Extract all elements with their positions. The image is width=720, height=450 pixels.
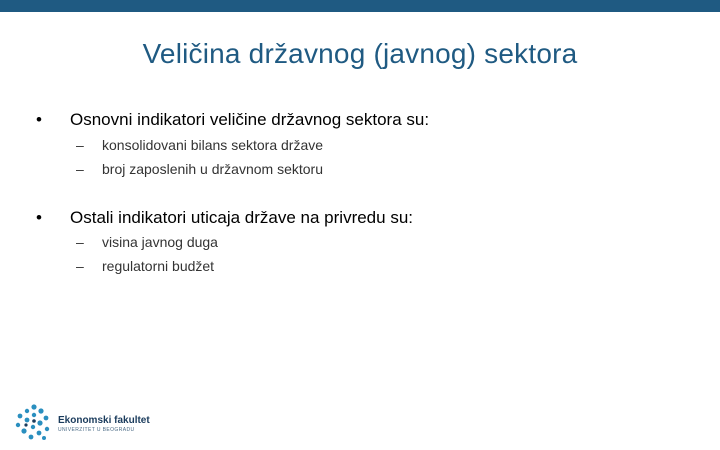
logo-subtitle: UNIVERZITET U BEOGRADU (58, 427, 135, 433)
sub-text: broj zaposlenih u državnom sektoru (102, 161, 324, 177)
bullet-text: Ostali indikatori uticaja države na privredu su: (70, 208, 413, 227)
bullet-marker: • (36, 208, 42, 227)
bullet-text: Osnovni indikatori veličine državnog sektora su: (70, 110, 430, 129)
dots-logo-icon (14, 403, 54, 443)
logo-name: Ekonomski fakultet (58, 415, 150, 426)
sub-text: visina javnog duga (102, 234, 218, 250)
sub-marker: – (76, 258, 84, 274)
sub-text: regulatorni budžet (102, 258, 215, 274)
bullet-marker: • (36, 110, 42, 129)
sub-marker: – (76, 137, 84, 153)
sub-text: konsolidovani bilans sektora države (102, 137, 324, 153)
top-accent-bar (0, 0, 720, 12)
sub-marker: – (76, 161, 84, 177)
sub-marker: – (76, 234, 84, 250)
slide-title: Veličina državnog (javnog) sektora (142, 38, 578, 69)
faculty-logo (14, 403, 214, 443)
